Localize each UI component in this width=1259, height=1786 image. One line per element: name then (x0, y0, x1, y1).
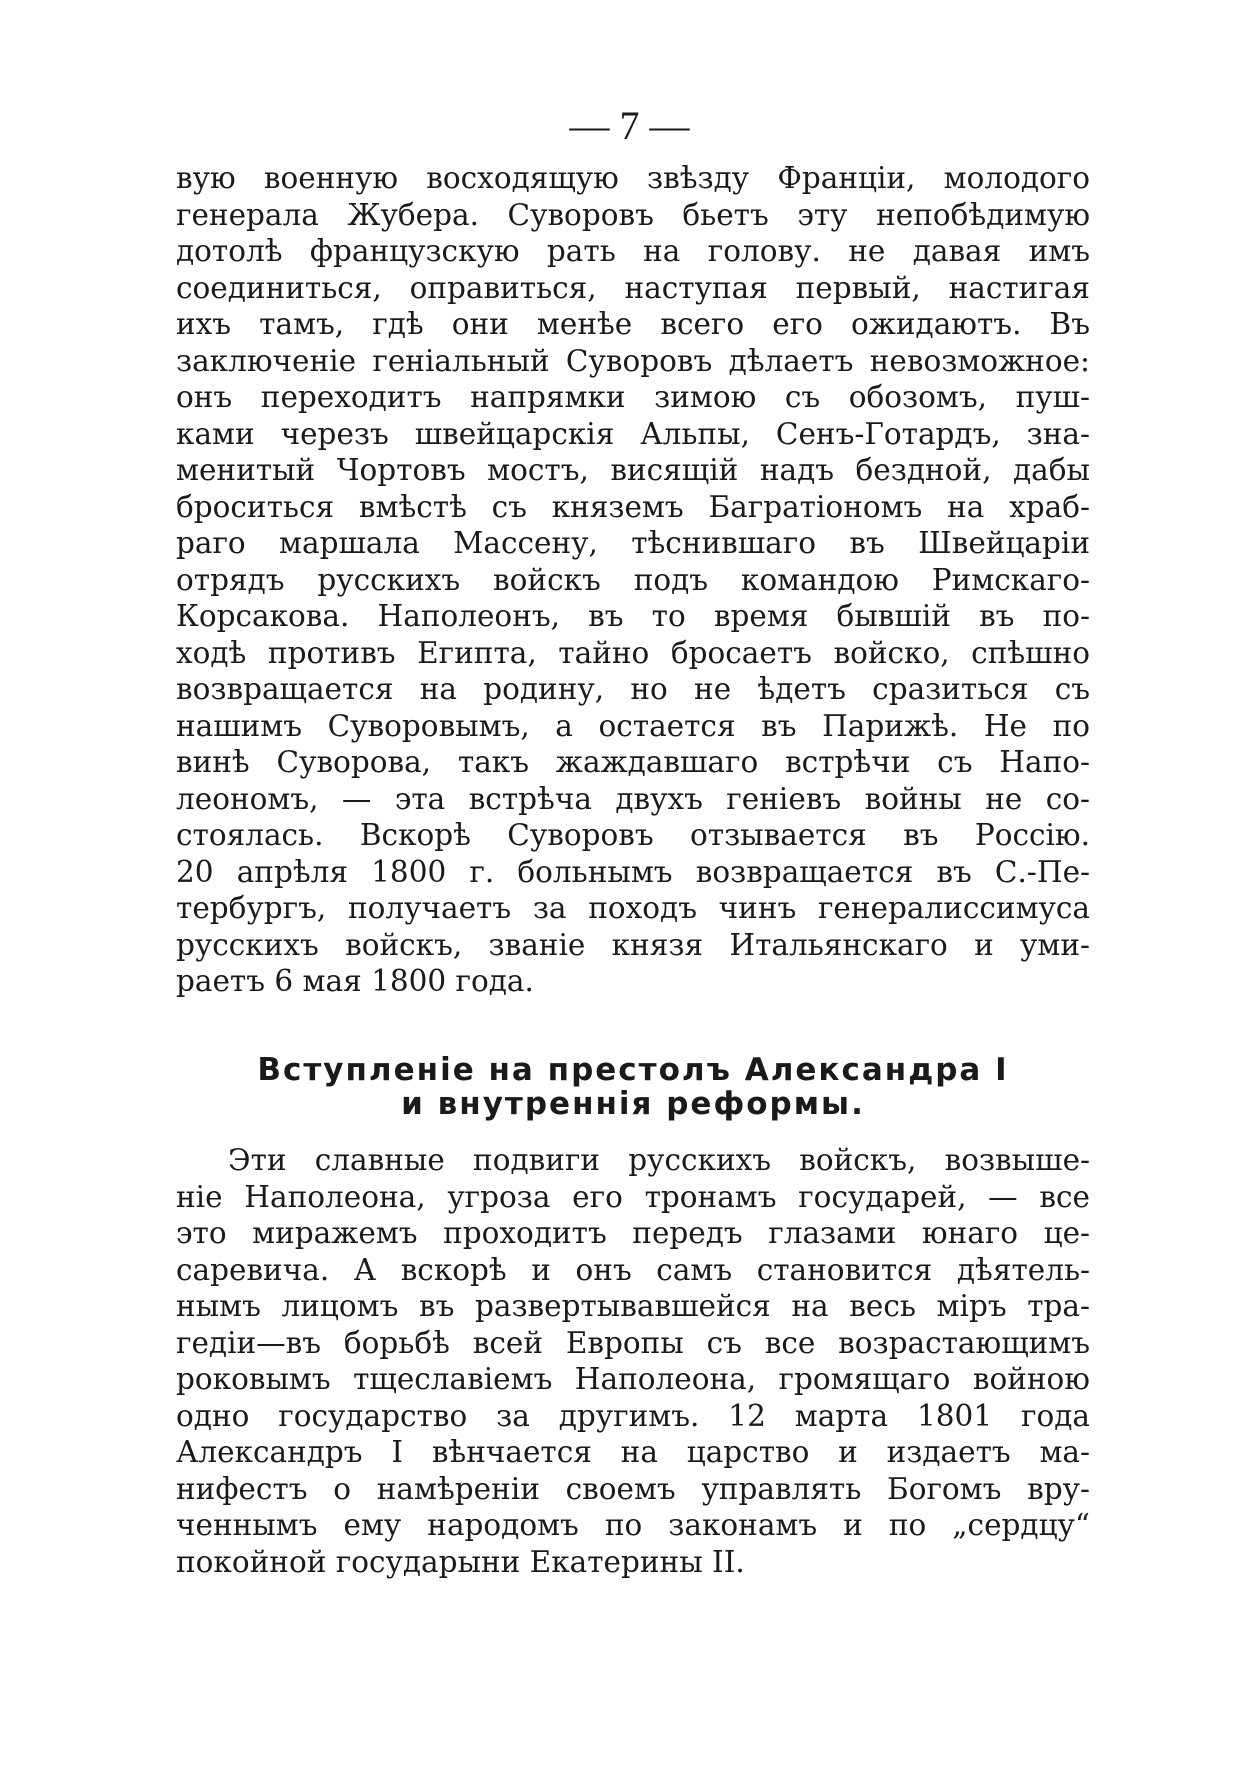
text-line: роковымъ тщеславіемъ Наполеона, громящаго войною (176, 1362, 1090, 1396)
text-line: отрядъ русскихъ войскъ подъ командою Римскаго- (176, 562, 1090, 597)
text-line: ками черезъ швейцарскія Альпы, Сенъ-Готардъ, зна- (176, 416, 1090, 451)
text-line: возвращается на родину, но не ѣдетъ сразиться съ (176, 672, 1090, 706)
text-line: тербургъ, получаетъ за походъ чинъ генералиссимуса (176, 891, 1090, 925)
text-line: менитый Чортовъ мостъ, висящій надъ бездной, дабы (176, 453, 1090, 487)
section-heading (176, 1053, 1090, 1121)
paragraph-alexander-accession (176, 1142, 1090, 1580)
text-line: дотолѣ французскую рать на голову. не давая имъ (176, 234, 1090, 268)
text-line: ходѣ противъ Египта, тайно бросаетъ войско, спѣшно (176, 635, 1090, 670)
page-number: — 7 — (569, 103, 690, 148)
text-line: Александръ I вѣнчается на царство и издаетъ ма- (176, 1435, 1090, 1469)
text-line: вую военную восходящую звѣзду Франціи, молодого (176, 161, 1090, 195)
text-line: русскихъ войскъ, званіе князя Итальянскаго и уми- (176, 927, 1090, 962)
text-line: одно государство за другимъ. 12 марта 1801 года (176, 1398, 1090, 1433)
section-heading-line-2: и внутреннія реформы. (401, 1086, 865, 1122)
text-line: нымъ лицомъ въ развертывавшейся на весь міръ тра- (176, 1289, 1090, 1323)
text-line: соединиться, оправиться, наступая первый, настигая (176, 270, 1090, 305)
text-line: онъ переходитъ напрямки зимою съ обозомъ, пуш- (176, 380, 1090, 414)
text-line: это миражемъ проходитъ передъ глазами юнаго це- (176, 1216, 1090, 1250)
text-line: ченнымъ ему народомъ по законамъ и по „сердцу“ (176, 1508, 1090, 1542)
section-heading-line-1: Вступленіе на престолъ Александра I (257, 1052, 1009, 1088)
text-line: ніе Наполеона, угроза его тронамъ государей, — все (176, 1179, 1090, 1214)
text-line: винѣ Суворова, такъ жаждавшаго встрѣчи съ Напо- (176, 745, 1090, 779)
text-line: 20 апрѣля 1800 г. больнымъ возвращается въ С.-Пе- (176, 854, 1090, 889)
text-line: раетъ 6 мая 1800 года. (176, 964, 534, 998)
text-line: гедіи—въ борьбѣ всей Европы съ все возрастающимъ (176, 1325, 1090, 1360)
text-line: броситься вмѣстѣ съ княземъ Багратіономъ на храб- (176, 489, 1090, 524)
text-line: нифестъ о намѣреніи своемъ управлять Богомъ вру- (176, 1471, 1090, 1506)
text-line: ихъ тамъ, гдѣ они менѣе всего его ожидаютъ. Въ (176, 307, 1090, 341)
text-line: Эти славные подвиги русскихъ войскъ, возвыше- (228, 1143, 1090, 1177)
text-line: заключеніе геніальный Суворовъ дѣлаетъ невозможное: (176, 343, 1090, 378)
text-line: Корсакова. Наполеонъ, въ то время бывшій въ по- (176, 599, 1090, 633)
text-line: генерала Жубера. Суворовъ бьетъ эту непобѣдимую (176, 197, 1090, 232)
text-line: леономъ, — эта встрѣча двухъ геніевъ войны не со- (176, 781, 1090, 816)
paragraph-suvorov-campaign (176, 160, 1090, 1000)
text-line: саревича. А вскорѣ и онъ самъ становится дѣятель- (176, 1252, 1090, 1287)
text-line: стоялась. Вскорѣ Суворовъ отзывается въ Россію. (176, 818, 1090, 852)
text-line: покойной государыни Екатерины II. (176, 1544, 745, 1579)
text-line: раго маршала Массену, тѣснившаго въ Швейцаріи (176, 526, 1090, 560)
text-line: нашимъ Суворовымъ, а остается въ Парижѣ. Не по (176, 708, 1090, 743)
